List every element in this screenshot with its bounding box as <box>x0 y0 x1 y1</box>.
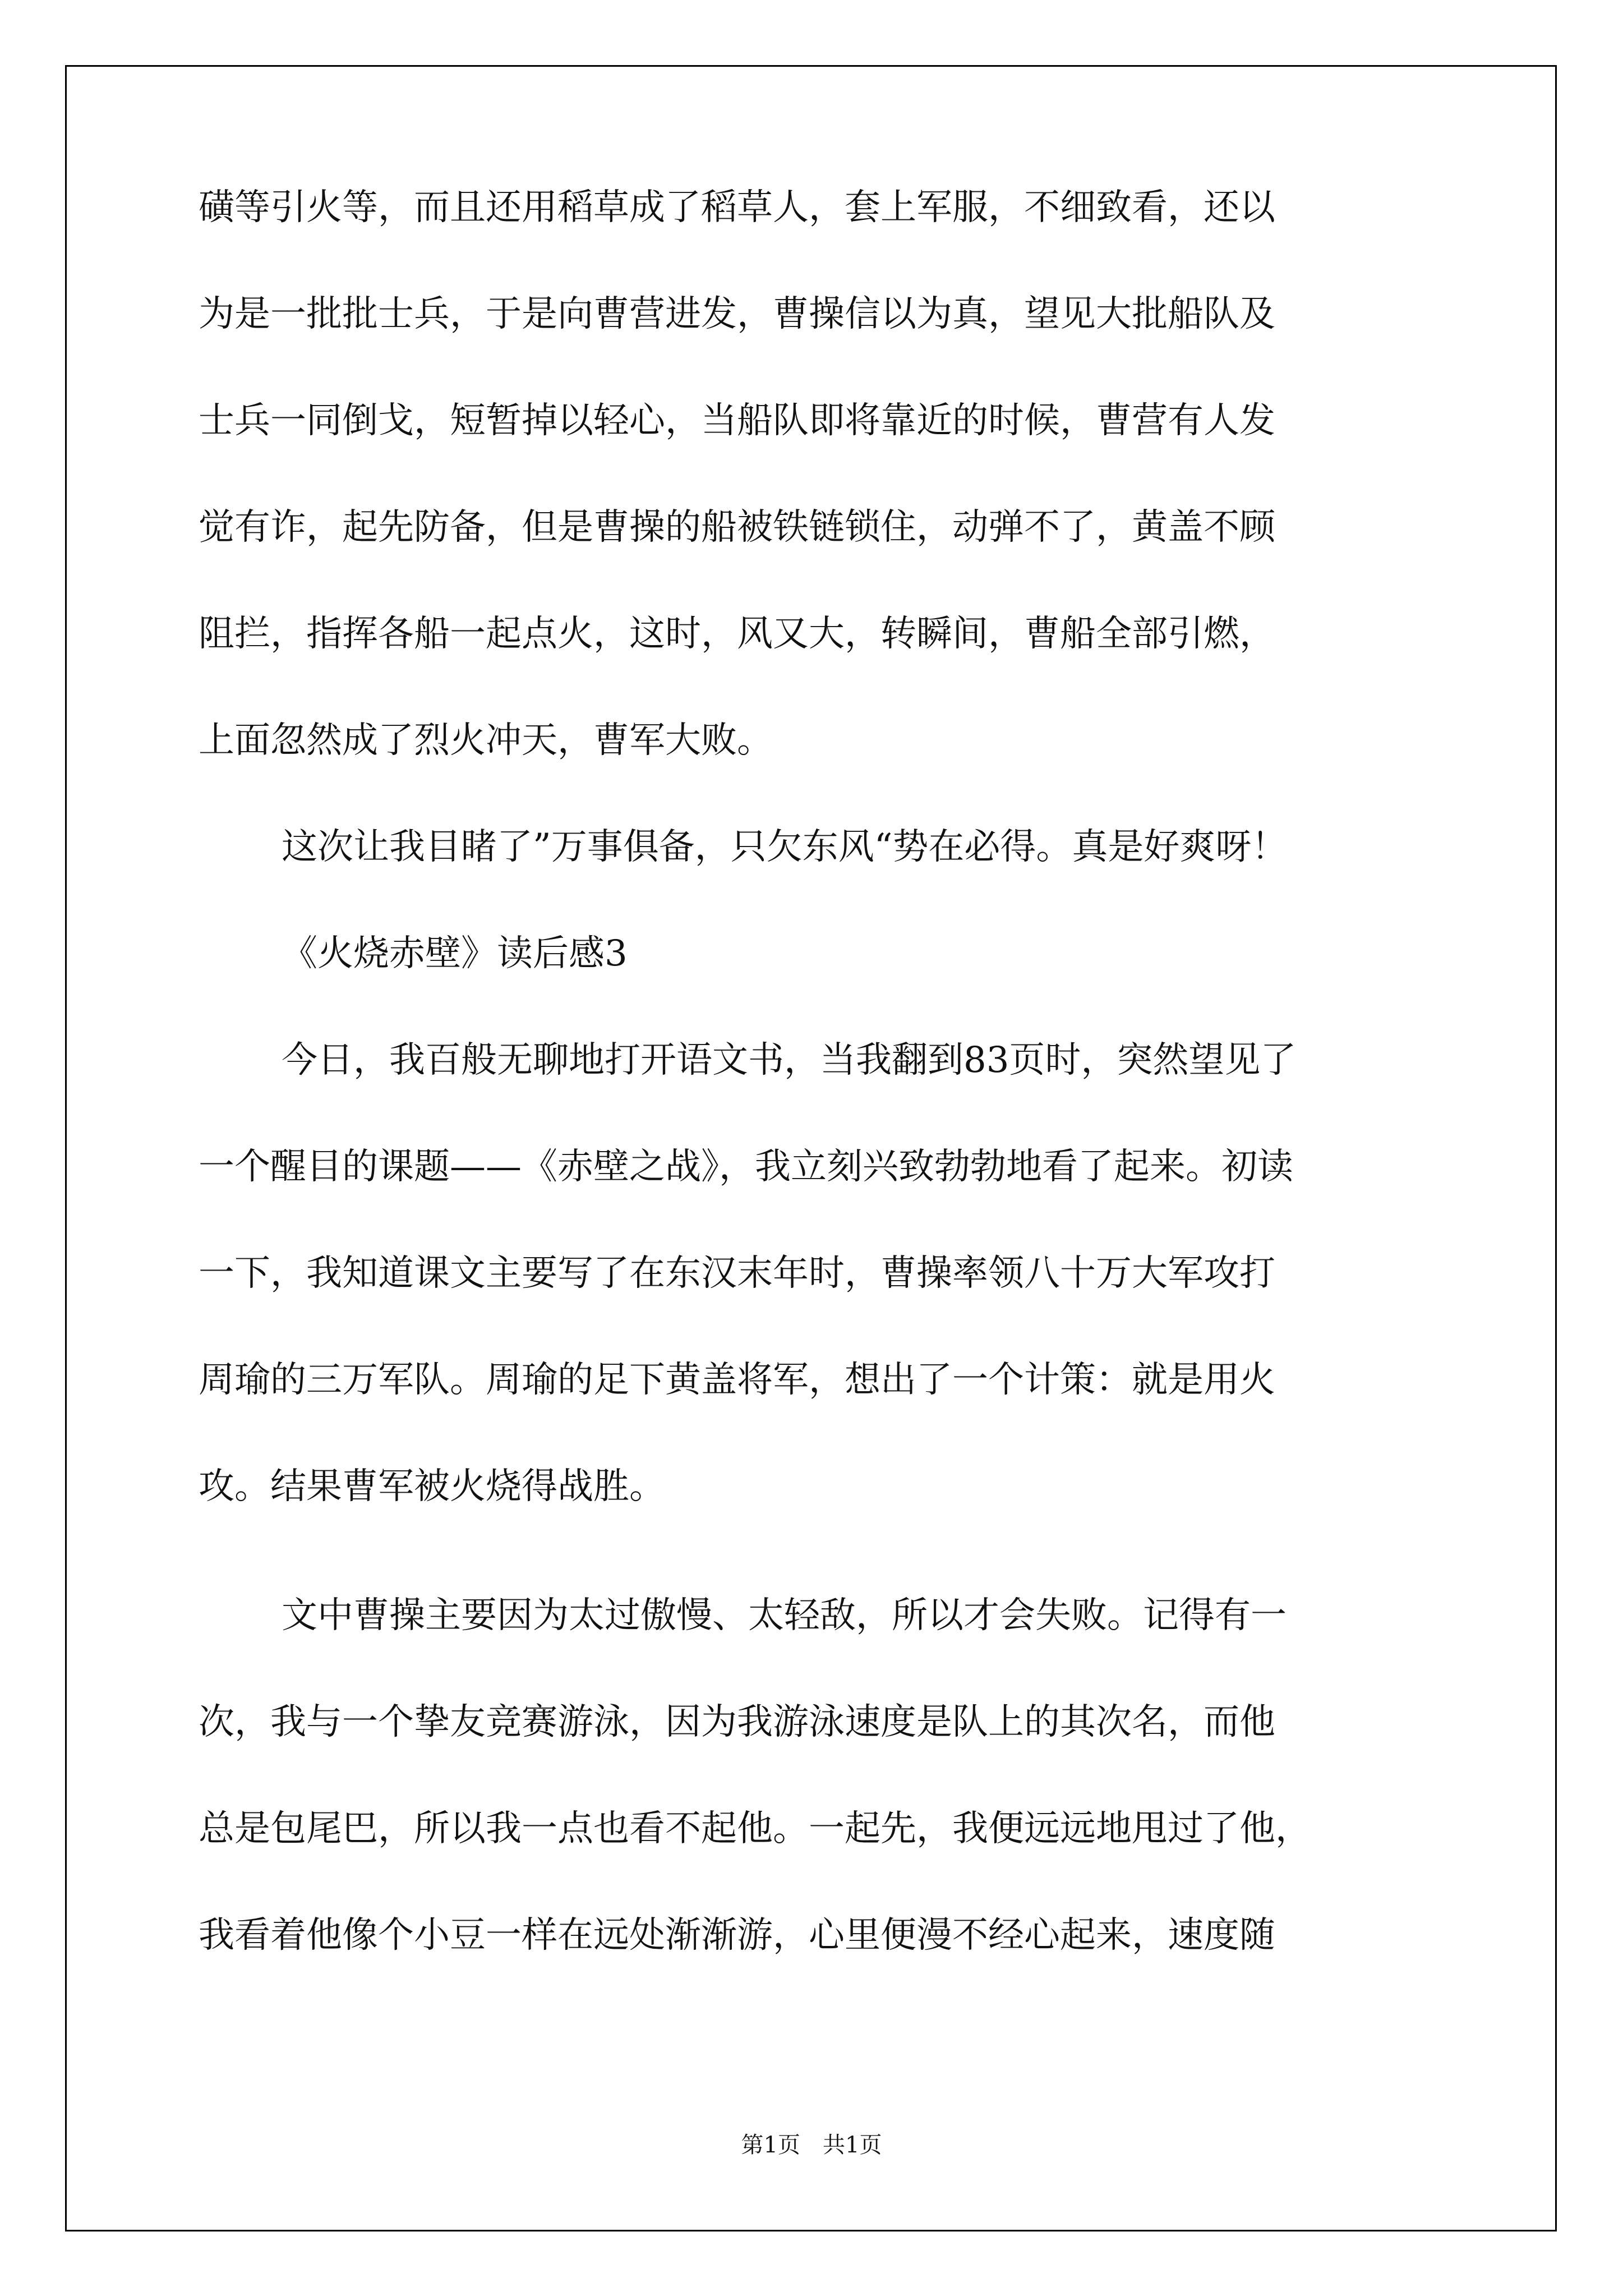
text-line: 士兵一同倒戈，短暂掉以轻心，当船队即将靠近的时候，曹营有人发 <box>199 400 1275 441</box>
text-line: 一下，我知道课文主要写了在东汉末年时，曹操率领八十万大军攻打 <box>199 1253 1275 1294</box>
text-line: 为是一批批士兵，于是向曹营进发，曹操信以为真，望见大批船队及 <box>199 293 1275 335</box>
text-line: 上面忽然成了烈火冲天，曹军大败。 <box>199 720 773 761</box>
page-number-footer: 第1页 共1页 <box>741 2132 882 2158</box>
section-heading: 《火烧赤壁》读后感3 <box>282 933 628 974</box>
text-line: 我看着他像个小豆一样在远处渐渐游，心里便漫不经心起来，速度随 <box>199 1915 1275 1956</box>
text-line: 次，我与一个挚友竞赛游泳，因为我游泳速度是队上的其次名，而他 <box>199 1701 1275 1743</box>
text-line: 阻拦，指挥各船一起点火，这时，风又大，转瞬间，曹船全部引燃， <box>199 613 1275 655</box>
text-line: 文中曹操主要因为太过傲慢、太轻敌，所以才会失败。记得有一 <box>282 1595 1287 1636</box>
text-line: 磺等引火等，而且还用稻草成了稻草人，套上军服，不细致看，还以 <box>199 187 1275 228</box>
text-line: 这次让我目睹了”万事俱备，只欠东风“势在必得。真是好爽呀！ <box>282 826 1288 868</box>
text-line: 攻。结果曹军被火烧得战胜。 <box>199 1466 665 1507</box>
text-line: 一个醒目的课题——《赤壁之战》，我立刻兴致勃勃地看了起来。初读 <box>199 1146 1293 1188</box>
text-line: 觉有诈，起先防备，但是曹操的船被铁链锁住，动弹不了，黄盖不顾 <box>199 507 1275 548</box>
text-line: 周瑜的三万军队。周瑜的足下黄盖将军，想出了一个计策：就是用火 <box>199 1359 1275 1401</box>
text-line: 总是包尾巴，所以我一点也看不起他。一起先，我便远远地甩过了他， <box>199 1808 1311 1849</box>
text-line: 今日，我百般无聊地打开语文书，当我翻到83页时，突然望见了 <box>282 1039 1297 1081</box>
